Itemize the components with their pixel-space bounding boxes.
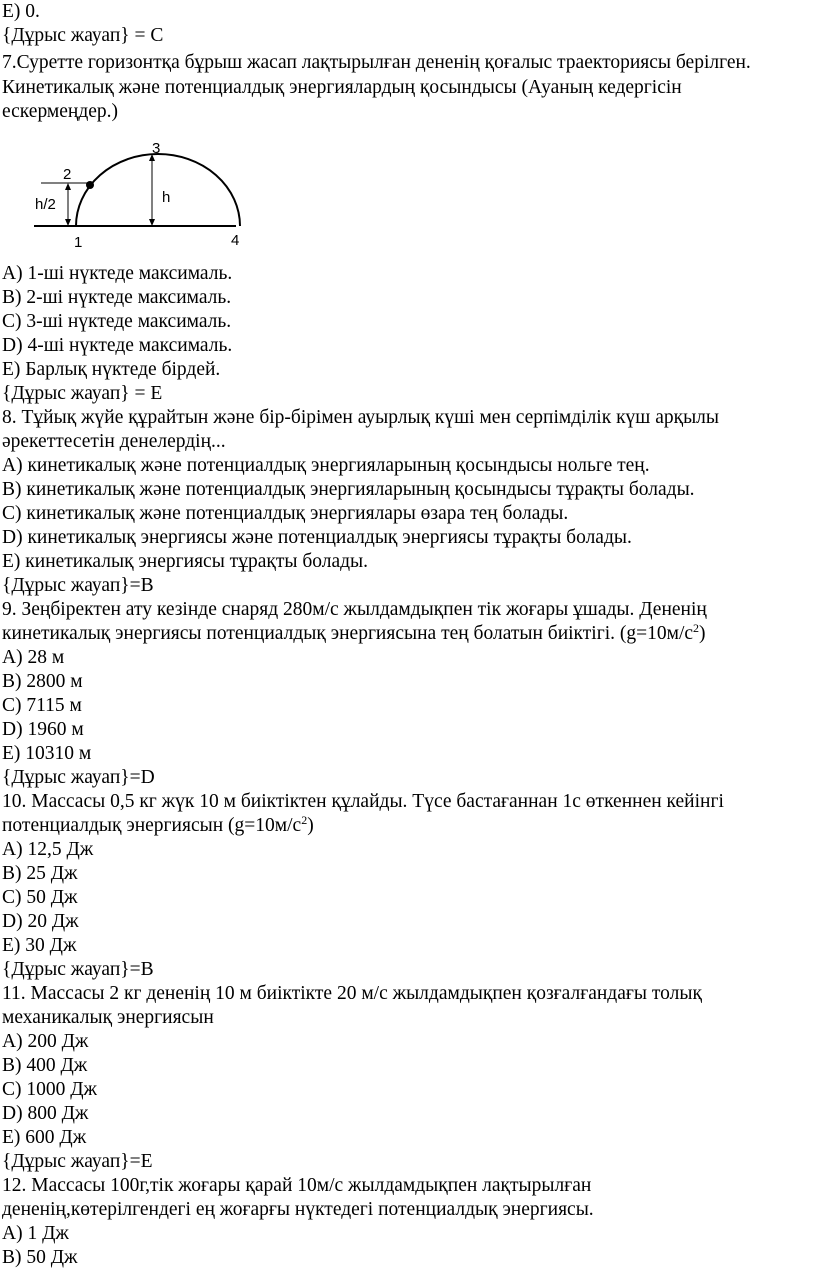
- answer-option: A) 28 м: [2, 647, 65, 668]
- half-height-arrow-bottom: [65, 219, 71, 226]
- question-8-text: 8. Тұйық жүйе құрайтын және бір-бірімен ауырлық күші мен серпімділік күш арқылы: [2, 407, 720, 428]
- question-9-text: [2, 622, 706, 646]
- question-9-text-end: ): [699, 623, 706, 644]
- answer-option: E) 10310 м: [2, 743, 92, 764]
- answer-option: B) 25 Дж: [2, 863, 78, 884]
- answer-option: C) кинетикалық және потенциалдық энергиялары өзара тең болады.: [2, 503, 569, 524]
- answer-option: C) 1000 Дж: [2, 1079, 98, 1100]
- half-height-label: h/2: [35, 196, 56, 213]
- answer-option: A) кинетикалық және потенциалдық энергияларының қосындысы нольге тең.: [2, 455, 650, 476]
- height-arrow-bottom: [149, 219, 155, 226]
- question-8-text: әрекеттесетін денелердің...: [2, 431, 226, 452]
- answer-option: E) кинетикалық энергиясы тұрақты болады.: [2, 551, 369, 572]
- correct-answer: {Дұрыс жауап}=E: [2, 1151, 153, 1172]
- correct-answer: {Дұрыс жауап} = E: [2, 383, 163, 404]
- answer-option: A) 12,5 Дж: [2, 839, 94, 860]
- point-label-4: 4: [231, 232, 240, 249]
- answer-option: D) кинетикалық энергиясы және потенциалдық энергиясы тұрақты болады.: [2, 527, 632, 548]
- question-9-text-main: кинетикалық энергиясы потенциалдық энергиясына тең болатын биіктігі. (g=10м/с: [2, 623, 694, 644]
- correct-answer: {Дұрыс жауап}=B: [2, 959, 154, 980]
- height-label: h: [162, 189, 171, 206]
- answer-option: E) Барлық нүктеде бірдей.: [2, 359, 221, 380]
- question-12-text: дененің,көтерілгендегі ең жоғарғы нүктедегі потенциалдық энергиясы.: [2, 1199, 594, 1220]
- question-7-text: ескермеңдер.): [2, 101, 119, 122]
- question-9-text: 9. Зеңбіректен ату кезінде снаряд 280м/с жылдамдықпен тік жоғары ұшады. Дененің: [2, 599, 707, 620]
- answer-option: E) 600 Дж: [2, 1127, 87, 1148]
- question-10-text-end: ): [307, 815, 314, 836]
- answer-option: B) 50 Дж: [2, 1247, 78, 1268]
- answer-option: D) 4-ші нүктеде максималь.: [2, 335, 233, 356]
- answer-option: A) 200 Дж: [2, 1031, 89, 1052]
- point-label-2: 2: [63, 166, 72, 183]
- point-label-3: 3: [152, 140, 161, 157]
- body-point: [86, 181, 94, 189]
- answer-option: D) 20 Дж: [2, 911, 79, 932]
- question-10-text: 10. Массасы 0,5 кг жүк 10 м биіктіктен құлайды. Түсе бастағаннан 1с өткеннен кейінгі: [2, 791, 724, 812]
- question-11-text: 11. Массасы 2 кг дененің 10 м биіктікте 20 м/с жылдамдықпен қозғалғандағы толық: [2, 983, 702, 1004]
- answer-option: E) 0.: [2, 1, 40, 22]
- answer-option: A) 1 Дж: [2, 1223, 69, 1244]
- question-11-text: механикалық энергиясын: [2, 1007, 214, 1028]
- question-7-text: Кинетикалық және потенциалдық энергиялардың қосындысы (Ауаның кедергісін: [2, 77, 682, 98]
- superscript: 2: [693, 621, 700, 635]
- question-7-text: 7.Суретте горизонтқа бұрыш жасап лақтырылған дененің қоғалыс траекториясы берілген.: [2, 52, 751, 73]
- question-10-text-main: потенциалдық энергиясын (g=10м/с: [2, 815, 302, 836]
- superscript: 2: [301, 813, 308, 827]
- half-height-arrow-top: [65, 183, 71, 190]
- correct-answer: {Дұрыс жауап}=B: [2, 575, 154, 596]
- answer-option: B) 2-ші нүктеде максималь.: [2, 287, 232, 308]
- correct-answer: {Дұрыс жауап} = C: [2, 25, 164, 46]
- answer-option: C) 7115 м: [2, 695, 82, 716]
- trajectory-arc: [76, 154, 240, 226]
- answer-option: C) 50 Дж: [2, 887, 78, 908]
- point-label-1: 1: [74, 234, 83, 251]
- answer-option: B) кинетикалық және потенциалдық энергияларының қосындысы тұрақты болады.: [2, 479, 695, 500]
- answer-option: B) 2800 м: [2, 671, 83, 692]
- trajectory-figure: [20, 136, 260, 260]
- answer-option: A) 1-ші нүктеде максималь.: [2, 263, 233, 284]
- question-10-text: [2, 814, 314, 838]
- answer-option: D) 1960 м: [2, 719, 84, 740]
- correct-answer: {Дұрыс жауап}=D: [2, 767, 155, 788]
- answer-option: C) 3-ші нүктеде максималь.: [2, 311, 232, 332]
- answer-option: E) 30 Дж: [2, 935, 77, 956]
- answer-option: B) 400 Дж: [2, 1055, 88, 1076]
- question-12-text: 12. Массасы 100г,тік жоғары қарай 10м/с жылдамдықпен лақтырылған: [2, 1175, 592, 1196]
- answer-option: D) 800 Дж: [2, 1103, 89, 1124]
